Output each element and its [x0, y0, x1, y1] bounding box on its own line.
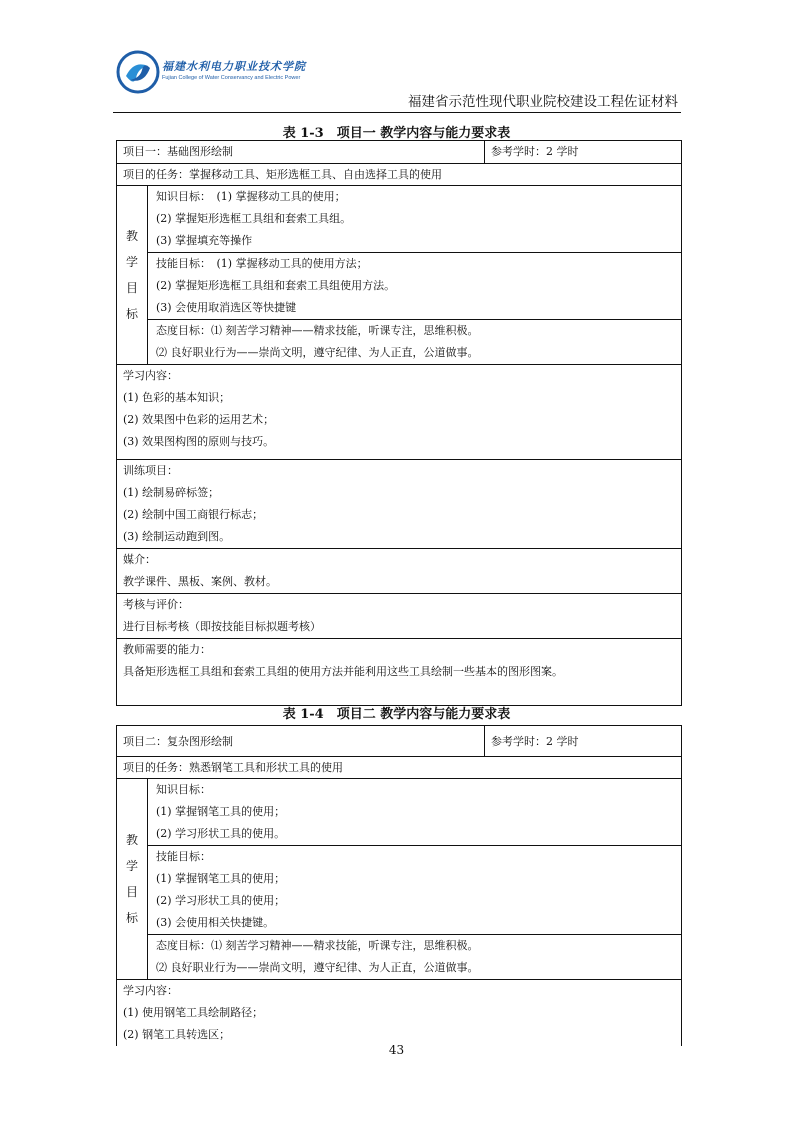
table1-media: 媒介： 教学课件、黑板、案例、教材。 [117, 549, 681, 594]
college-logo [116, 50, 346, 94]
table1-caption: 表 1-3 项目一 教学内容与能力要求表 [282, 126, 511, 141]
logo-chinese-name: 福建水利电力职业技术学院 [162, 60, 306, 73]
table1-task: 项目的任务：掌握移动工具、矩形选框工具、自由选择工具的使用 [117, 164, 681, 186]
table1-skill-goals: 技能目标： (1) 掌握移动工具的使用方法； (2) 掌握矩形选框工具组和套索工具组使用方法。 (3) 会使用取消选区等快捷键 [148, 253, 681, 320]
table2-hours: 参考学时：2 学时 [491, 735, 579, 748]
table1-project-row [117, 141, 681, 164]
logo-english-name: Fujian College of Water Conservancy and Electric Power [162, 75, 301, 81]
table2-task: 项目的任务：熟悉钢笔工具和形状工具的使用 [117, 757, 681, 779]
table1-project-name: 项目一：基础图形绘制 [117, 141, 485, 163]
table1-attitude-goals: 态度目标：⑴ 刻苦学习精神——精求技能，听课专注，思维积极。 ⑵ 良好职业行为——崇尚文明，遵守纪律、为人正直，公道做事。 [156, 324, 479, 359]
table2 [116, 725, 682, 1046]
page-number: 43 [388, 1043, 405, 1057]
table1-learning-content: 学习内容： (1) 色彩的基本知识； (2) 效果图中色彩的运用艺术； (3) 效果图构图的原则与技巧。 [117, 365, 681, 460]
table1-teacher-ability: 教师需要的能力： 具备矩形选框工具组和套索工具组的使用方法并能利用这些工具绘制一些基本的图形图案。 [123, 643, 563, 678]
table1-training-items: 训练项目： (1) 绘制易碎标签； (2) 绘制中国工商银行标志； (3) 绘制运动跑到图。 [117, 460, 681, 549]
table1 [116, 140, 682, 706]
header-divider [113, 112, 681, 113]
document-header-title: 福建省示范性现代职业院校建设工程佐证材料 [408, 94, 678, 110]
table2-goals-label: 教 学 目 标 [117, 779, 148, 979]
table2-goals [117, 779, 681, 980]
table2-attitude-goals: 态度目标：⑴ 刻苦学习精神——精求技能，听课专注，思维积极。 ⑵ 良好职业行为——崇尚文明，遵守纪律、为人正直，公道做事。 [156, 939, 479, 974]
table2-caption: 表 1-4 项目二 教学内容与能力要求表 [282, 707, 511, 722]
table1-goals-label: 教 学 目 标 [117, 186, 148, 364]
table2-knowledge-goals: 知识目标： (1) 掌握钢笔工具的使用； (2) 学习形状工具的使用。 [148, 779, 681, 846]
table2-skill-goals: 技能目标： (1) 掌握钢笔工具的使用； (2) 学习形状工具的使用； (3) 会使用相关快捷键。 [148, 846, 681, 935]
table1-assessment: 考核与评价： 进行目标考核（即按技能目标拟题考核） [117, 594, 681, 639]
college-logo-icon [116, 50, 160, 94]
table1-goals [117, 186, 681, 365]
table2-learning-content: 学习内容： (1) 使用钢笔工具绘制路径； (2) 钢笔工具转选区； [123, 984, 264, 1041]
table1-hours: 参考学时：2 学时 [491, 145, 579, 158]
table2-project-name: 项目二：复杂图形绘制 [117, 726, 485, 756]
table2-project-row [117, 726, 681, 757]
table1-knowledge-goals: 知识目标： (1) 掌握移动工具的使用； (2) 掌握矩形选框工具组和套索工具组。 (3) 掌握填充等操作 [148, 186, 681, 253]
